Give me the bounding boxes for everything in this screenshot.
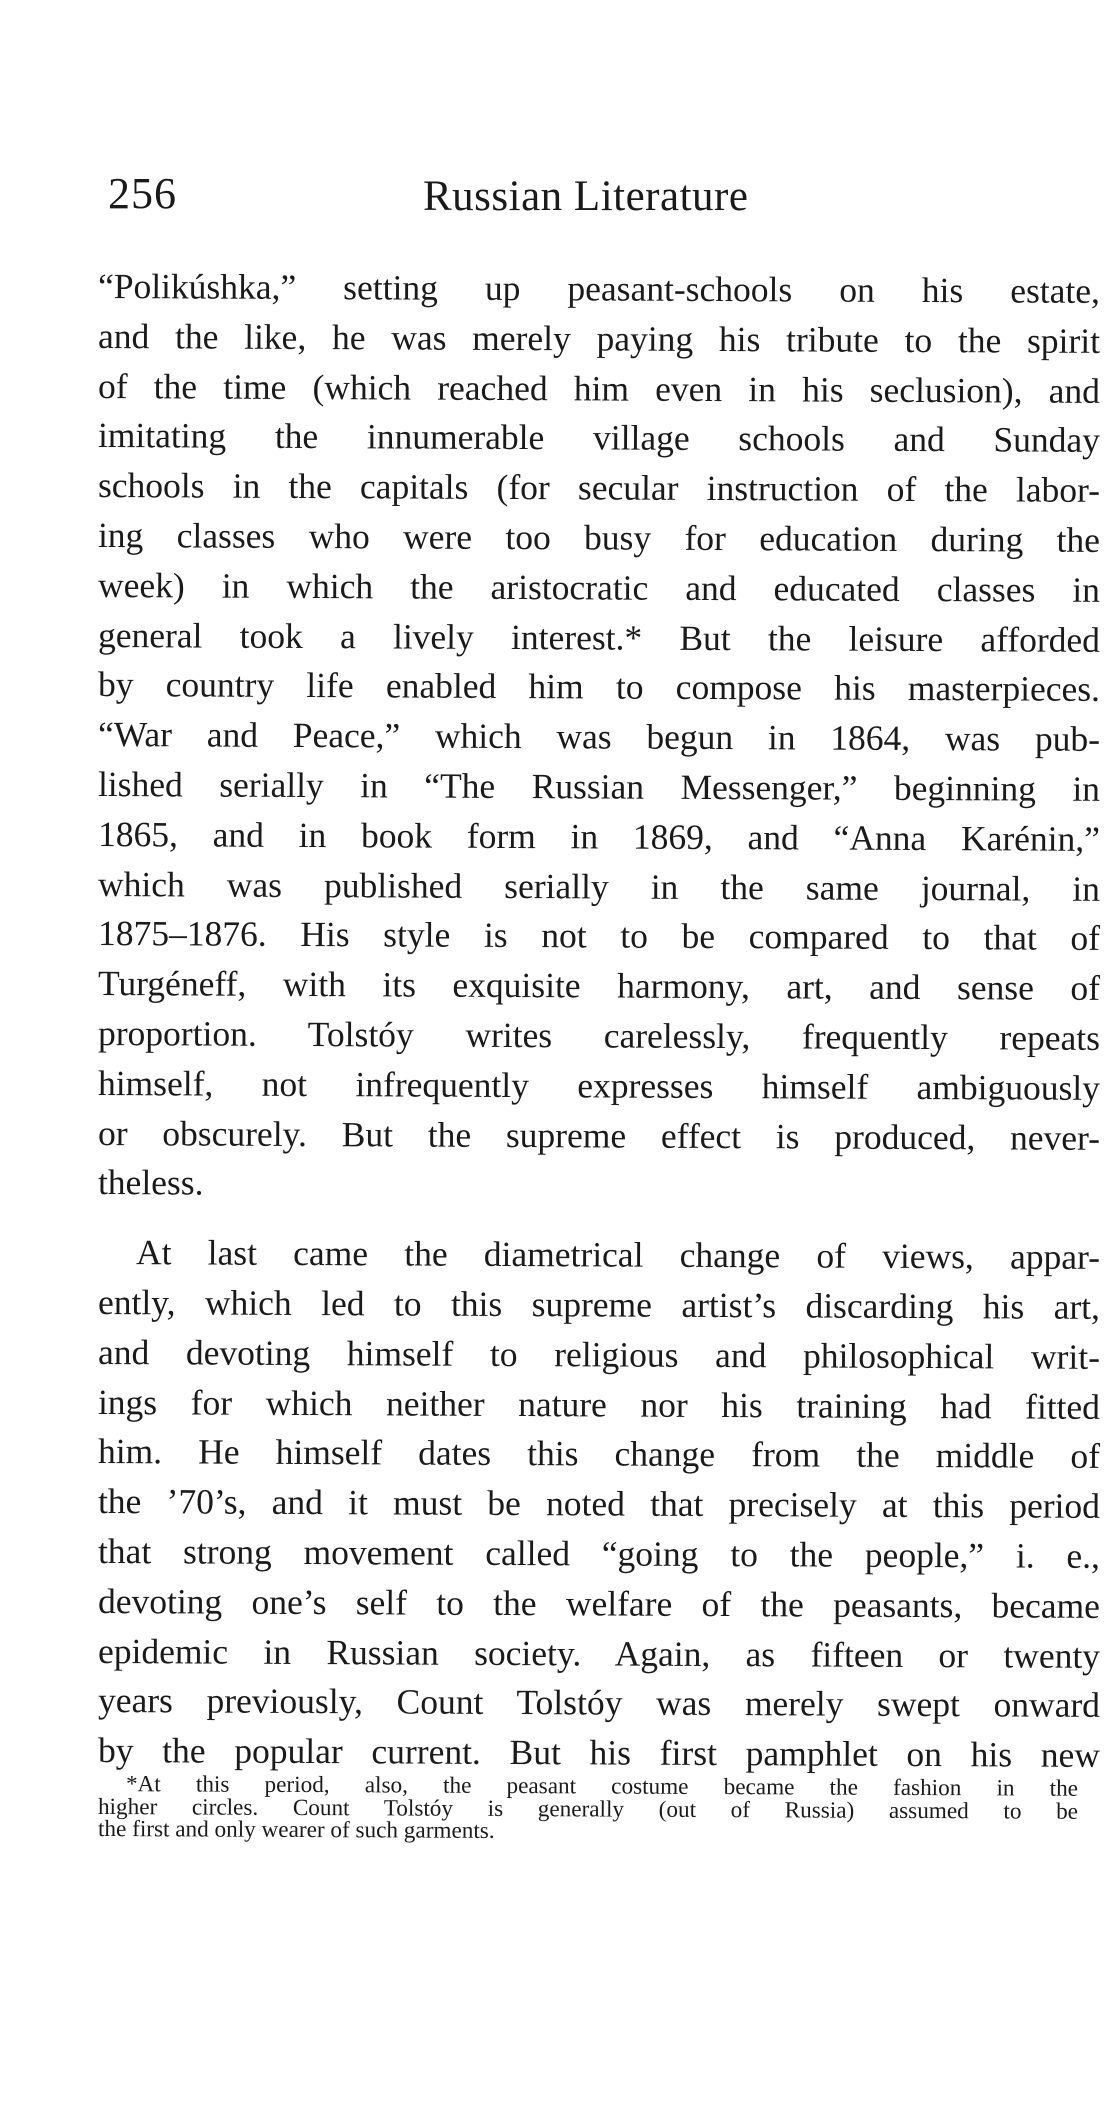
text-line: “Polikúshka,” setting up peasant-schools on his estate, <box>97 266 1101 311</box>
text-line: himself, not infrequently expresses himself ambiguously <box>97 1062 1101 1108</box>
body-text <box>98 262 1108 1776</box>
footnote <box>97 1771 1108 1844</box>
text-line: of the time (which reached him even in his seclusion), and <box>97 365 1101 411</box>
text-line: ing classes who were too busy for education during the <box>97 514 1101 560</box>
paragraph-2 <box>98 1228 1108 1776</box>
text-line: proportion. Tolstóy writes carelessly, frequently repeats <box>97 1012 1101 1058</box>
text-line: and the like, he was merely paying his tribute to the spirit <box>97 315 1101 361</box>
paragraph-1 <box>98 262 1108 1208</box>
footnote-line: higher circles. Count Tolstóy is generally (out of Russia) assumed to be <box>97 1793 1079 1825</box>
text-line: him. He himself dates this change from the middle of <box>97 1431 1101 1477</box>
text-line: devoting one’s self to the welfare of the peasants, became <box>97 1580 1101 1626</box>
text-line: by country life enabled him to compose his masterpieces. <box>97 664 1101 710</box>
text-line: Turgéneff, with its exquisite harmony, art, and sense of <box>97 963 1101 1009</box>
running-head-title: Russian Literature <box>423 173 749 220</box>
text-line: 1865, and in book form in 1869, and “Anna Karénin,” <box>97 813 1101 859</box>
footnote-line: the first and only wearer of such garments. <box>97 1816 495 1844</box>
text-line: week) in which the aristocratic and educated classes in <box>97 564 1101 610</box>
text-line: epidemic in Russian society. Again, as fifteen or twenty <box>97 1630 1101 1676</box>
text-line: theless. <box>97 1162 204 1203</box>
text-line: or obscurely. But the supreme effect is produced, never- <box>97 1112 1101 1158</box>
text-line: schools in the capitals (for secular instruction of the labor- <box>97 465 1101 511</box>
text-line: that strong movement called “going to the people,” i. e., <box>97 1530 1101 1576</box>
text-line: At last came the diametrical change of views, appar- <box>135 1232 1101 1278</box>
text-line: general took a lively interest.* But the leisure afforded <box>97 614 1101 660</box>
running-head <box>108 168 1108 228</box>
text-line: “War and Peace,” which was begun in 1864, was pub- <box>97 714 1101 760</box>
text-line: and devoting himself to religious and philosophical writ- <box>97 1331 1101 1377</box>
text-line: imitating the innumerable village schools and Sunday <box>97 415 1101 461</box>
footnote-line: *At this period, also, the peasant costume became the fashion in the <box>125 1771 1079 1802</box>
text-line: years previously, Count Tolstóy was merely swept onward <box>97 1680 1101 1726</box>
text-line: 1875–1876. His style is not to be compared to that of <box>97 913 1101 959</box>
text-line: the ’70’s, and it must be noted that precisely at this period <box>97 1481 1101 1527</box>
text-line: which was published serially in the same journal, in <box>97 863 1101 909</box>
text-line: lished serially in “The Russian Messenger,” beginning in <box>97 763 1101 809</box>
page-number: 256 <box>108 169 177 218</box>
text-line: ently, which led to this supreme artist’s discarding his art, <box>97 1281 1101 1327</box>
text-line: by the popular current. But his first pamphlet on his new <box>97 1730 1101 1776</box>
text-line: ings for which neither nature nor his training had fitted <box>97 1381 1101 1427</box>
